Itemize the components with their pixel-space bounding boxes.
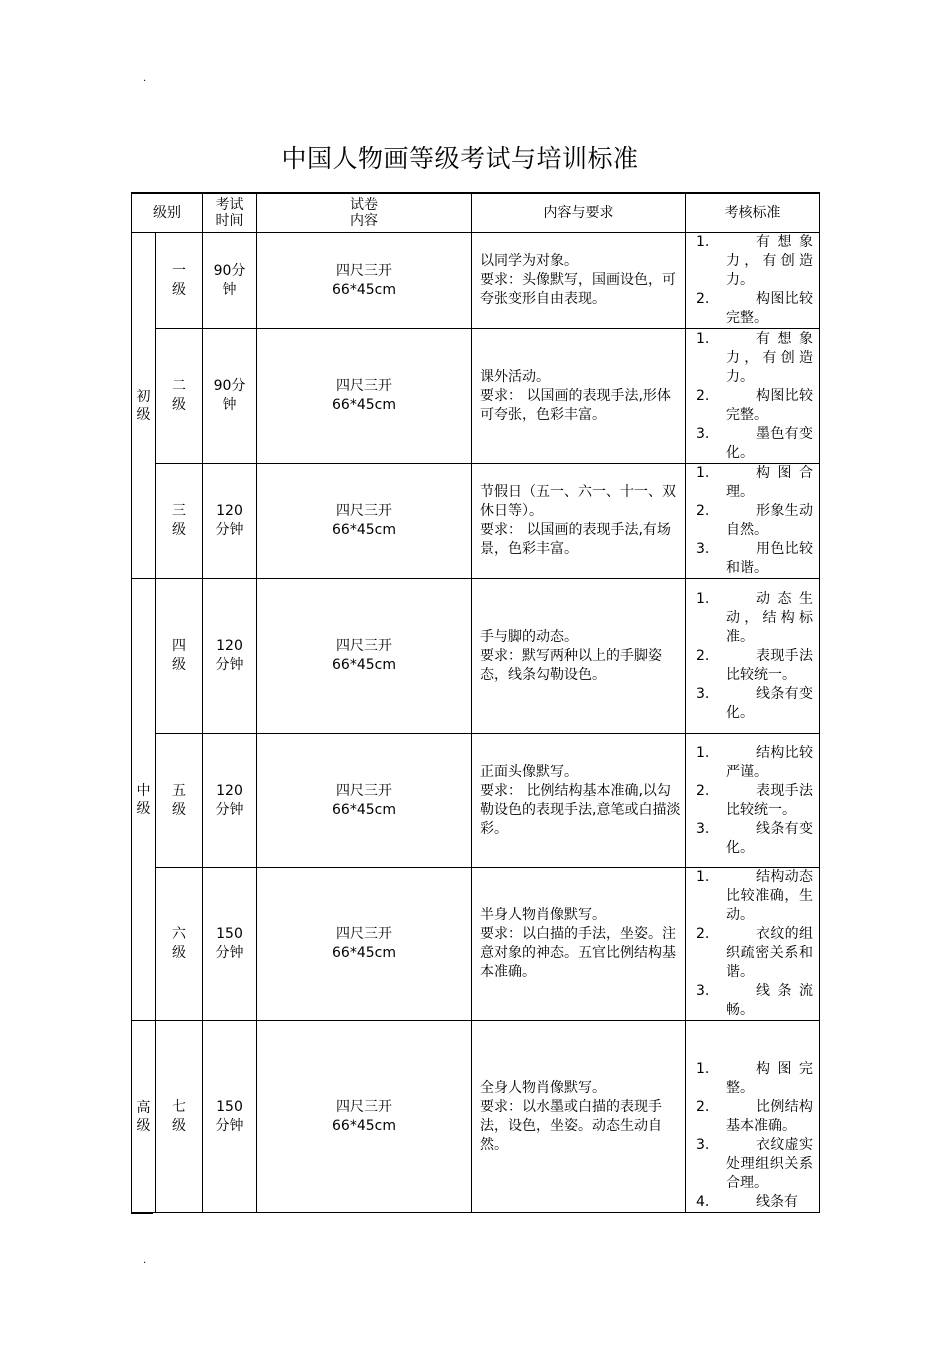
table-row: [132, 464, 820, 579]
criteria-item: 1. 构图合理。: [696, 465, 813, 500]
time-cell: 150 分钟: [203, 1021, 257, 1213]
content-cell: 节假日（五一、六一、十一、双休日等）。 要求： 以国画的表现手法,有场景，色彩丰富。: [472, 464, 686, 579]
time-cell: 90分 钟: [203, 329, 257, 464]
criteria-cell: [686, 868, 820, 1021]
table-row: [132, 868, 820, 1021]
header-time: 考试 时间: [203, 193, 257, 233]
table-header-row: [132, 193, 820, 233]
criteria-cell: [686, 329, 820, 464]
level-cell: 五 级: [156, 734, 203, 868]
criteria-item: 2. 构图比较完整。: [696, 387, 813, 423]
time-cell: 120 分钟: [203, 464, 257, 579]
criteria-item: 3. 线条有变化。: [696, 820, 813, 856]
level-cell: 二 级: [156, 329, 203, 464]
criteria-item: 3. 用色比较和谐。: [696, 541, 813, 576]
header-content: 内容与要求: [472, 193, 686, 233]
criteria-item: 3. 墨色有变化。: [696, 425, 813, 461]
criteria-item: 3. 衣纹虚实处理组织关系合理。: [696, 1137, 813, 1191]
criteria-item: 1. 构图完整。: [696, 1061, 813, 1096]
criteria-item: 2. 构图比较完整。: [696, 291, 813, 326]
table-row: [132, 329, 820, 464]
time-cell: 150 分钟: [203, 868, 257, 1021]
criteria-cell: [686, 233, 820, 329]
time-cell: 120 分钟: [203, 734, 257, 868]
page-title: 中国人物画等级考试与培训标准: [281, 144, 639, 173]
criteria-cell: [686, 464, 820, 579]
table-bottom-stub: [131, 1212, 153, 1214]
criteria-item: 2. 表现手法比较统一。: [696, 782, 813, 818]
criteria-item: 1. 有想象力，有创造力。: [696, 234, 813, 288]
criteria-item: 2. 表现手法比较统一。: [696, 647, 813, 683]
level-cell: 一 级: [156, 233, 203, 329]
header-paper: 试卷 内容: [257, 193, 472, 233]
time-cell: 120 分钟: [203, 579, 257, 734]
criteria-item: 3. 线条流畅。: [696, 983, 813, 1018]
table-row: [132, 233, 820, 329]
content-cell: 课外活动。 要求： 以国画的表现手法,形体可夸张，色彩丰富。: [472, 329, 686, 464]
table-row: [132, 1021, 820, 1213]
paper-cell: 四尺三开 66*45cm: [257, 233, 472, 329]
paper-cell: 四尺三开 66*45cm: [257, 1021, 472, 1213]
content-cell: 手与脚的动态。 要求：默写两种以上的手脚姿态，线条勾勒设色。: [472, 579, 686, 734]
criteria-item: 4. 线条有: [696, 1194, 798, 1210]
criteria-item: 2. 形象生动自然。: [696, 503, 813, 538]
header-criteria: 考核标准: [686, 193, 820, 233]
paper-cell: 四尺三开 66*45cm: [257, 579, 472, 734]
level-cell: 七 级: [156, 1021, 203, 1213]
paper-cell: 四尺三开 66*45cm: [257, 868, 472, 1021]
content-cell: 正面头像默写。 要求： 比例结构基本准确,以勾勒设色的表现手法,意笔或白描淡彩。: [472, 734, 686, 868]
table-row: [132, 579, 820, 734]
criteria-cell: [686, 579, 820, 734]
paper-cell: 四尺三开 66*45cm: [257, 464, 472, 579]
criteria-item: 2. 比例结构基本准确。: [696, 1099, 813, 1134]
content-cell: 以同学为对象。 要求：头像默写，国画设色，可夸张变形自由表现。: [472, 233, 686, 329]
criteria-item: 1. 动态生动，结构标准。: [696, 590, 813, 645]
criteria-item: 2. 衣纹的组织疏密关系和谐。: [696, 926, 813, 980]
page-mark-bottom: .: [143, 1255, 147, 1266]
criteria-item: 1. 有想象力，有创造力。: [696, 330, 813, 385]
time-cell: 90分 钟: [203, 233, 257, 329]
level-cell: 三 级: [156, 464, 203, 579]
criteria-item: 1. 结构动态比较准确，生动。: [696, 869, 813, 923]
table-row: [132, 734, 820, 868]
paper-cell: 四尺三开 66*45cm: [257, 329, 472, 464]
band-advanced: 高 级: [132, 1021, 156, 1213]
page-mark-top: .: [143, 73, 147, 84]
header-level: 级别: [132, 193, 203, 233]
band-beginner: 初 级: [132, 233, 156, 579]
standards-table: [131, 192, 820, 1213]
band-intermediate: 中 级: [132, 579, 156, 1021]
level-cell: 四 级: [156, 579, 203, 734]
criteria-cell: [686, 734, 820, 868]
content-cell: 全身人物肖像默写。 要求：以水墨或白描的表现手法，设色，坐姿。动态生动自然。: [472, 1021, 686, 1213]
content-cell: 半身人物肖像默写。 要求：以白描的手法，坐姿。注意对象的神态。五官比例结构基本准确。: [472, 868, 686, 1021]
level-cell: 六 级: [156, 868, 203, 1021]
criteria-item: 1. 结构比较严谨。: [696, 744, 813, 780]
paper-cell: 四尺三开 66*45cm: [257, 734, 472, 868]
criteria-cell: [686, 1021, 820, 1213]
criteria-item: 3. 线条有变化。: [696, 685, 813, 721]
